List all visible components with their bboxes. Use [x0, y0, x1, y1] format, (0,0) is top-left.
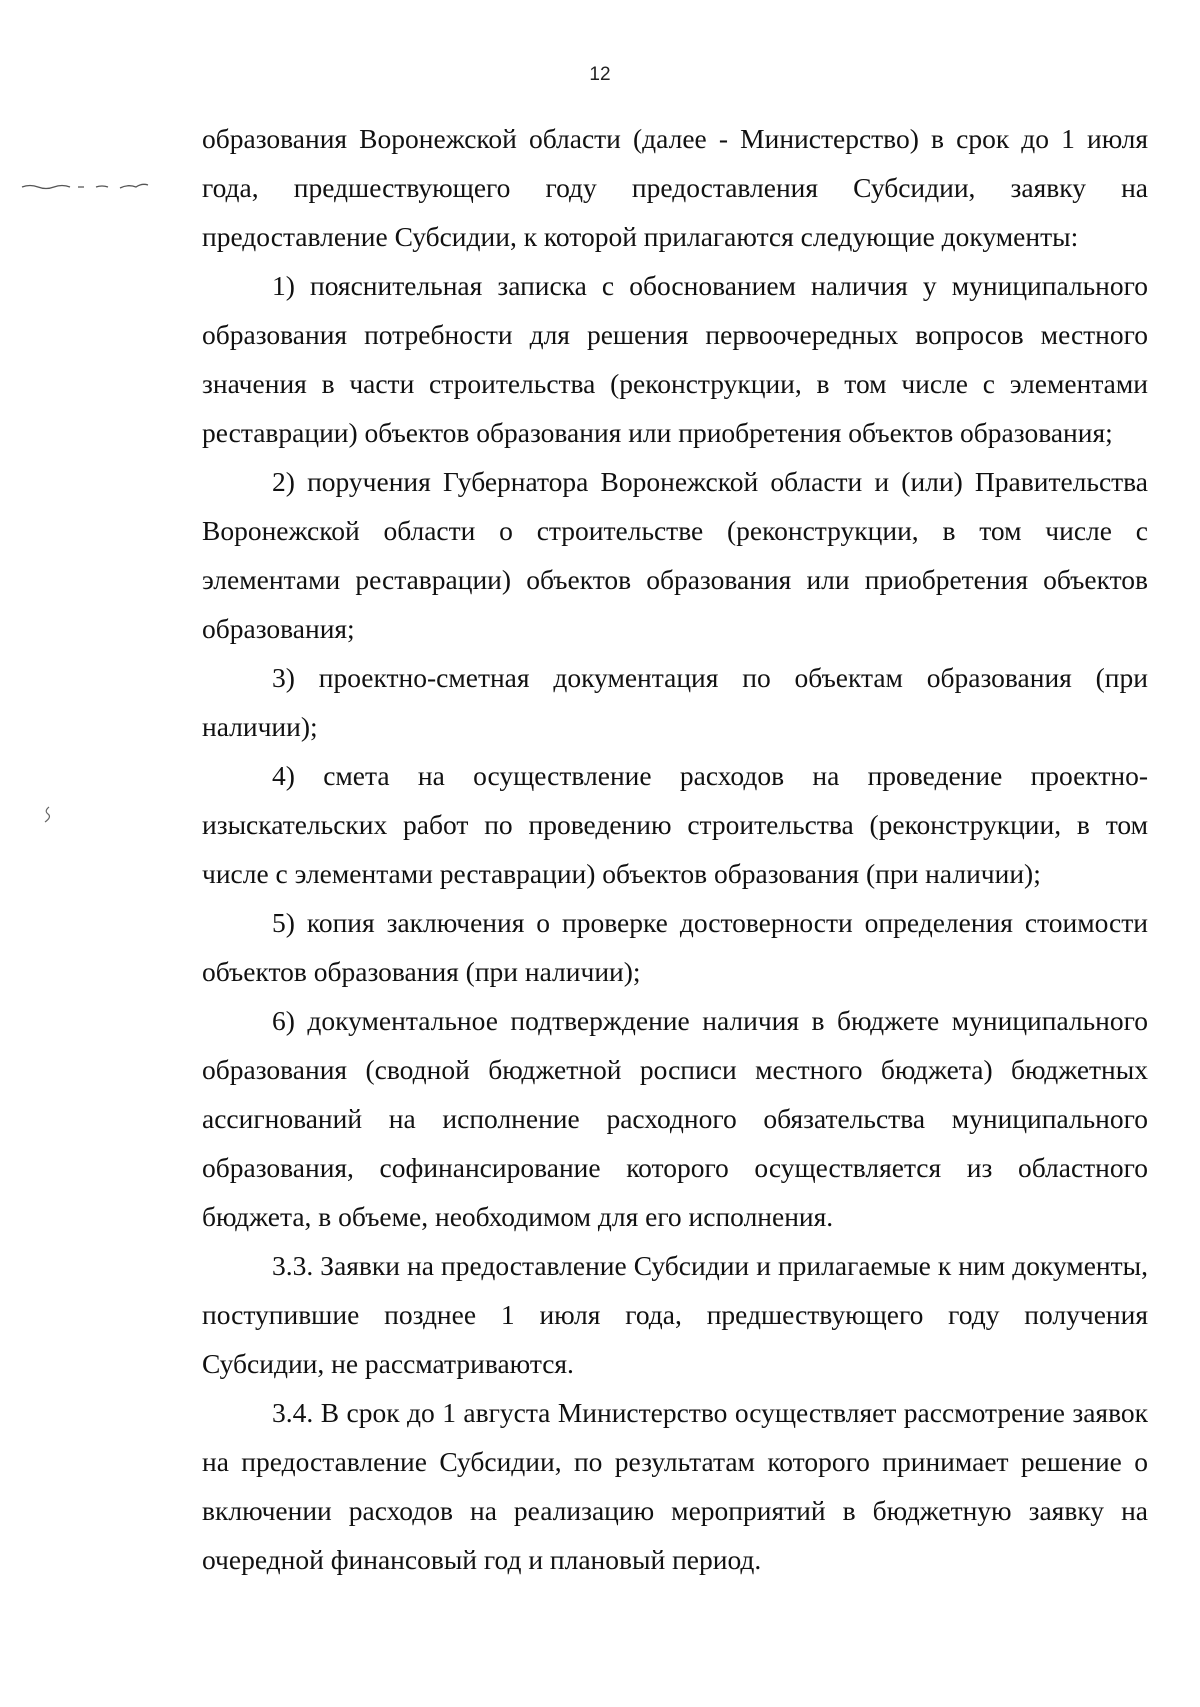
page-number: 12 [589, 64, 611, 85]
section-3-4: 3.4. В срок до 1 августа Министерство осуществляет рассмотрение заявок на предоставление Субсидии, по результатам которого принимает решение о включении расходов на реализацию мероприятий в бюджетную заявку на очередной финансовый год и плановый период. [202, 1397, 1148, 1575]
list-item-2: 2) поручения Губернатора Воронежской области и (или) Правительства Воронежской области о строительстве (реконструкции, в том числе с элементами реставрации) объектов образования или приобретения объектов образования; [202, 466, 1148, 644]
document-body [202, 114, 1148, 1584]
scan-artifact-mark [40, 805, 54, 825]
list-item-1: 1) пояснительная записка с обоснованием наличия у муниципального образования потребности для решения первоочередных вопросов местного значения в части строительства (реконструкции, в том числе с элементами реставрации) объектов образования или приобретения объектов образования; [202, 270, 1148, 448]
list-item-3: 3) проектно-сметная документация по объектам образования (при наличии); [202, 662, 1148, 742]
section-3-3: 3.3. Заявки на предоставление Субсидии и прилагаемые к ним документы, поступившие позднее 1 июля года, предшествующего году получения Субсидии, не рассматриваются. [202, 1250, 1148, 1379]
scan-artifact-mark [20, 181, 150, 191]
list-item-5: 5) копия заключения о проверке достоверности определения стоимости объектов образования (при наличии); [202, 907, 1148, 987]
paragraph-intro: образования Воронежской области (далее - Министерство) в срок до 1 июля года, предшествующего году предоставления Субсидии, заявку на предоставление Субсидии, к которой прилагаются следующие документы: [202, 123, 1148, 252]
list-item-6: 6) документальное подтверждение наличия в бюджете муниципального образования (сводной бюджетной росписи местного бюджета) бюджетных ассигнований на исполнение расходного обязательства муниципального образования, софинансирование которого осуществляется из областного бюджета, в объеме, необходимом для его исполнения. [202, 1005, 1148, 1232]
list-item-4: 4) смета на осуществление расходов на проведение проектно-изыскательских работ по проведению строительства (реконструкции, в том числе с элементами реставрации) объектов образования (при наличии); [202, 760, 1148, 889]
